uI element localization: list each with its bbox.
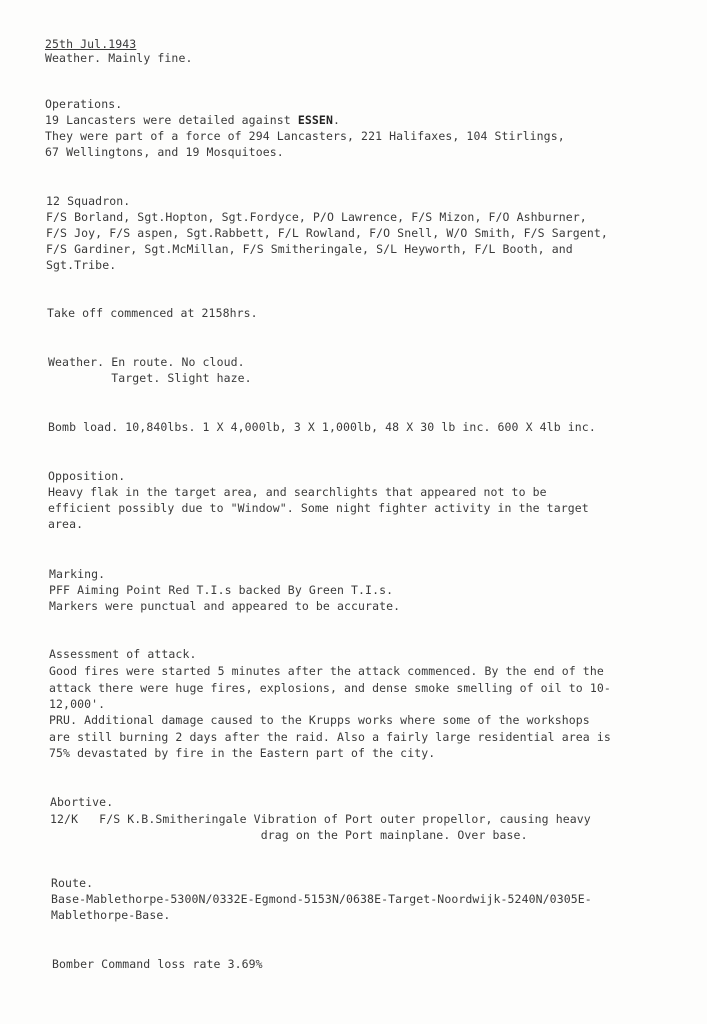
opposition-line: efficient possibly due to "Window". Some night fighter activity in the target xyxy=(48,501,589,515)
squadron-heading: 12 Squadron. xyxy=(46,194,131,208)
operations-line-2: They were part of a force of 294 Lancasters, 221 Halifaxes, 104 Stirlings, xyxy=(45,129,565,143)
weather-route-line-1: Weather. En route. No cloud. xyxy=(48,355,245,369)
opposition-heading: Opposition. xyxy=(48,469,126,483)
squadron-crew-line: F/S Borland, Sgt.Hopton, Sgt.Fordyce, P/O Lawrence, F/S Mizon, F/O Ashburner, xyxy=(46,210,587,224)
squadron-crew-line: Sgt.Tribe. xyxy=(46,258,117,272)
assessment-line: 12,000'. xyxy=(49,697,106,711)
route-heading: Route. xyxy=(51,876,94,890)
abortive-line-1: 12/K F/S K.B.Smitheringale Vibration of Port outer propellor, causing heavy xyxy=(50,812,591,826)
route-line-2: Mablethorpe-Base. xyxy=(51,908,171,922)
operations-line-1-prefix: 19 Lancasters were detailed against xyxy=(45,113,298,127)
abortive-line-2: drag on the Port mainplane. Over base. xyxy=(50,828,528,842)
route-line-1: Base-Mablethorpe-5300N/0332E-Egmond-5153N/0638E-Target-Noordwijk-5240N/0305E- xyxy=(51,892,592,906)
abortive-heading: Abortive. xyxy=(50,795,114,809)
assessment-line: Good fires were started 5 minutes after the attack commenced. By the end of the xyxy=(49,664,604,678)
marking-line: PFF Aiming Point Red T.I.s backed By Green T.I.s. xyxy=(49,583,394,597)
weather-route-line-2: Target. Slight haze. xyxy=(48,371,252,385)
squadron-crew-line: F/S Joy, F/S aspen, Sgt.Rabbett, F/L Rowland, F/O Snell, W/O Smith, F/S Sargent, xyxy=(46,226,608,240)
assessment-line: attack there were huge fires, explosions, and dense smoke smelling of oil to 10- xyxy=(49,681,611,695)
assessment-line: are still burning 2 days after the raid. Also a fairly large residential area is xyxy=(49,730,611,744)
operations-heading: Operations. xyxy=(45,97,123,111)
assessment-line: 75% devastated by fire in the Eastern part of the city. xyxy=(49,746,436,760)
operations-line-3: 67 Wellingtons, and 19 Mosquitoes. xyxy=(45,145,284,159)
marking-heading: Marking. xyxy=(49,567,106,581)
squadron-crew-line: F/S Gardiner, Sgt.McMillan, F/S Smitheringale, S/L Heyworth, F/L Booth, and xyxy=(46,242,573,256)
opposition-line: area. xyxy=(48,517,84,531)
weather-summary: Weather. Mainly fine. xyxy=(45,51,193,65)
loss-rate: Bomber Command loss rate 3.69% xyxy=(52,957,263,971)
bomb-load: Bomb load. 10,840lbs. 1 X 4,000lb, 3 X 1,000lb, 48 X 30 lb inc. 600 X 4lb inc. xyxy=(48,420,596,434)
opposition-line: Heavy flak in the target area, and searchlights that appeared not to be xyxy=(48,485,547,499)
assessment-line: PRU. Additional damage caused to the Krupps works where some of the workshops xyxy=(49,713,590,727)
operations-line-1-suffix: . xyxy=(332,113,341,127)
document-date: 25th Jul.1943 xyxy=(45,37,137,51)
operations-target: ESSEN xyxy=(297,113,333,127)
assessment-heading: Assessment of attack. xyxy=(49,647,197,661)
takeoff-time: Take off commenced at 2158hrs. xyxy=(47,306,258,320)
marking-line: Markers were punctual and appeared to be accurate. xyxy=(49,599,401,613)
operations-line-1 xyxy=(45,112,340,128)
